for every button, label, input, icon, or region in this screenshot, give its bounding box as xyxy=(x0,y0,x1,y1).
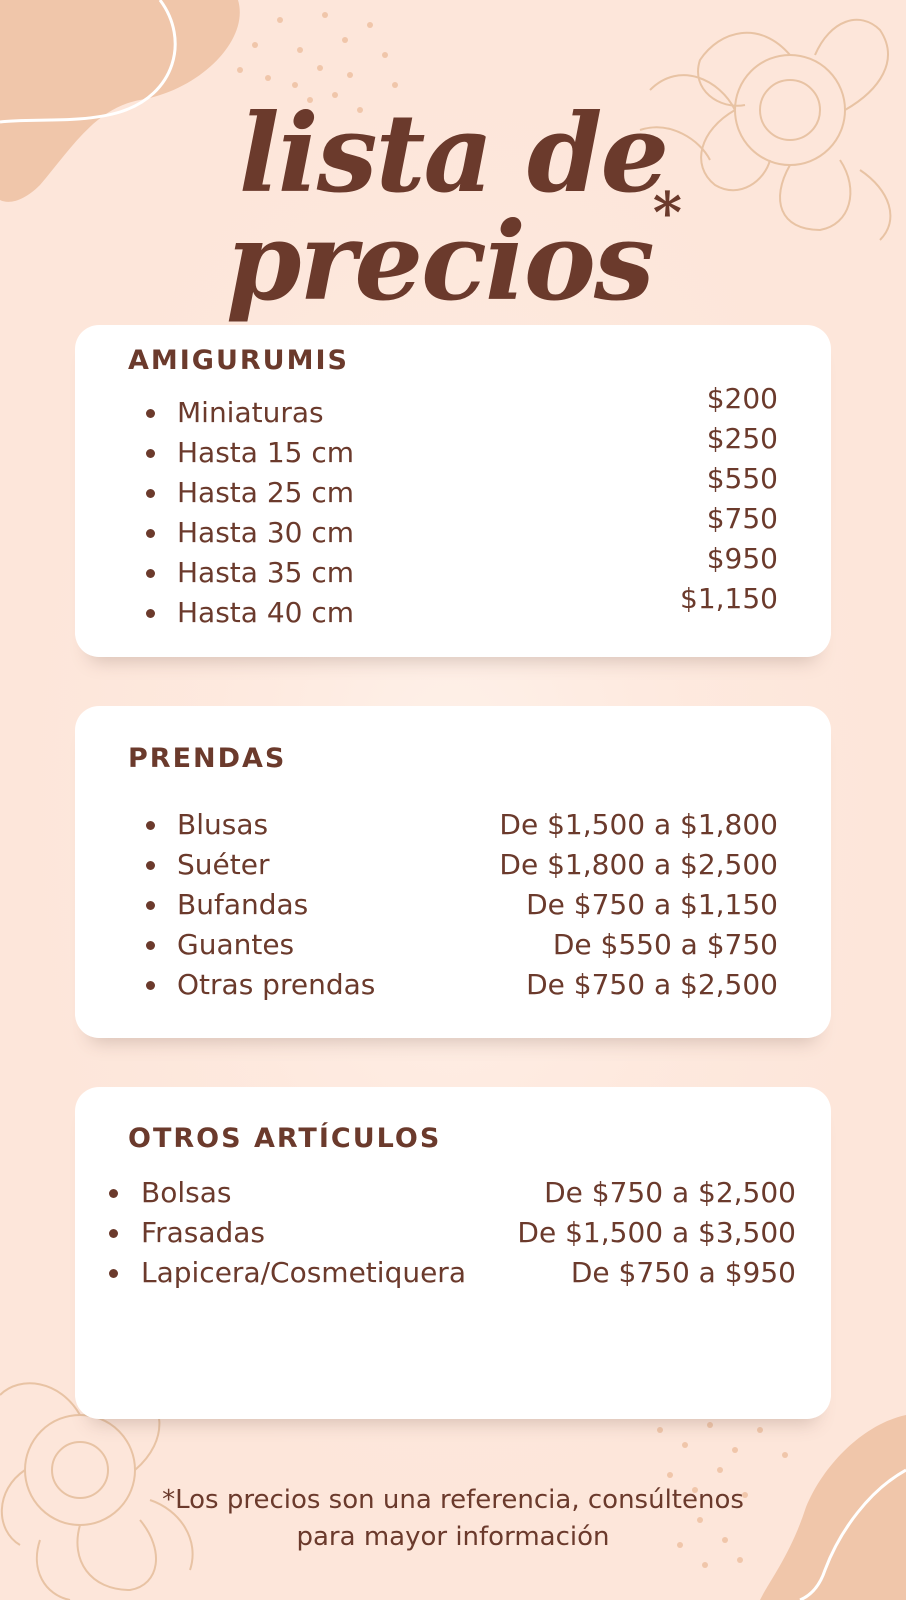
bullet-icon xyxy=(146,409,155,418)
list-item xyxy=(145,925,778,965)
item-price: De $750 a $950 xyxy=(570,1256,796,1289)
bullet-icon xyxy=(146,861,155,870)
list-item xyxy=(145,502,778,549)
item-name: Bolsas xyxy=(141,1176,232,1209)
list-item xyxy=(145,382,778,429)
footnote-line-2: para mayor información xyxy=(296,1522,610,1552)
list-item xyxy=(145,422,778,469)
footnote xyxy=(0,1482,906,1556)
item-price: $950 xyxy=(706,542,778,575)
title-asterisk: * xyxy=(652,180,681,246)
list-item xyxy=(145,965,778,1005)
item-name: Miniaturas xyxy=(177,396,324,429)
item-price: De $750 a $1,150 xyxy=(526,888,778,921)
bullet-icon xyxy=(146,941,155,950)
item-name: Lapicera/Cosmetiquera xyxy=(141,1256,466,1289)
item-price: $1,150 xyxy=(680,582,778,615)
bullet-icon xyxy=(109,1229,118,1238)
list-item xyxy=(145,462,778,509)
price-list xyxy=(145,805,778,1005)
list-item xyxy=(109,1213,796,1253)
item-price: De $550 a $750 xyxy=(552,928,778,961)
item-price: De $1,500 a $3,500 xyxy=(517,1216,796,1249)
bullet-icon xyxy=(146,821,155,830)
item-name: Blusas xyxy=(177,808,269,841)
section-card-prendas xyxy=(75,706,831,1038)
item-name: Suéter xyxy=(177,848,270,881)
list-item xyxy=(145,885,778,925)
item-name: Guantes xyxy=(177,928,295,961)
item-name: Bufandas xyxy=(177,888,309,921)
footnote-line-1: *Los precios son una referencia, consúltenos xyxy=(162,1485,744,1515)
section-heading: AMIGURUMIS xyxy=(128,345,349,376)
item-name: Otras prendas xyxy=(177,968,376,1001)
item-name: Hasta 25 cm xyxy=(177,476,355,509)
item-price: De $1,500 a $1,800 xyxy=(499,808,778,841)
bullet-icon xyxy=(146,981,155,990)
list-item xyxy=(145,805,778,845)
bullet-icon xyxy=(146,901,155,910)
item-price: De $1,800 a $2,500 xyxy=(499,848,778,881)
item-price: $750 xyxy=(706,502,778,535)
bullet-icon xyxy=(109,1189,118,1198)
list-item xyxy=(109,1173,796,1213)
item-name: Hasta 30 cm xyxy=(177,516,355,549)
item-name: Hasta 35 cm xyxy=(177,556,355,589)
bullet-icon xyxy=(146,489,155,498)
bullet-icon xyxy=(146,569,155,578)
item-price: De $750 a $2,500 xyxy=(526,968,778,1001)
page-title: lista de precios* xyxy=(225,91,681,325)
item-name: Frasadas xyxy=(141,1216,266,1249)
section-heading: PRENDAS xyxy=(128,743,287,774)
bullet-icon xyxy=(146,449,155,458)
price-list xyxy=(109,1173,796,1293)
item-name: Hasta 15 cm xyxy=(177,436,355,469)
bullet-icon xyxy=(109,1269,118,1278)
item-price: $550 xyxy=(706,462,778,495)
list-item xyxy=(145,845,778,885)
item-price: $250 xyxy=(706,422,778,455)
price-list xyxy=(145,382,778,629)
item-price: $200 xyxy=(706,382,778,415)
list-item xyxy=(145,582,778,629)
section-card-amigurumis xyxy=(75,325,831,657)
item-price: De $750 a $2,500 xyxy=(544,1176,796,1209)
section-card-otros-articulos xyxy=(75,1087,831,1419)
section-heading: OTROS ARTÍCULOS xyxy=(128,1123,442,1154)
item-name: Hasta 40 cm xyxy=(177,596,355,629)
bullet-icon xyxy=(146,529,155,538)
list-item xyxy=(109,1253,796,1293)
bullet-icon xyxy=(146,609,155,618)
